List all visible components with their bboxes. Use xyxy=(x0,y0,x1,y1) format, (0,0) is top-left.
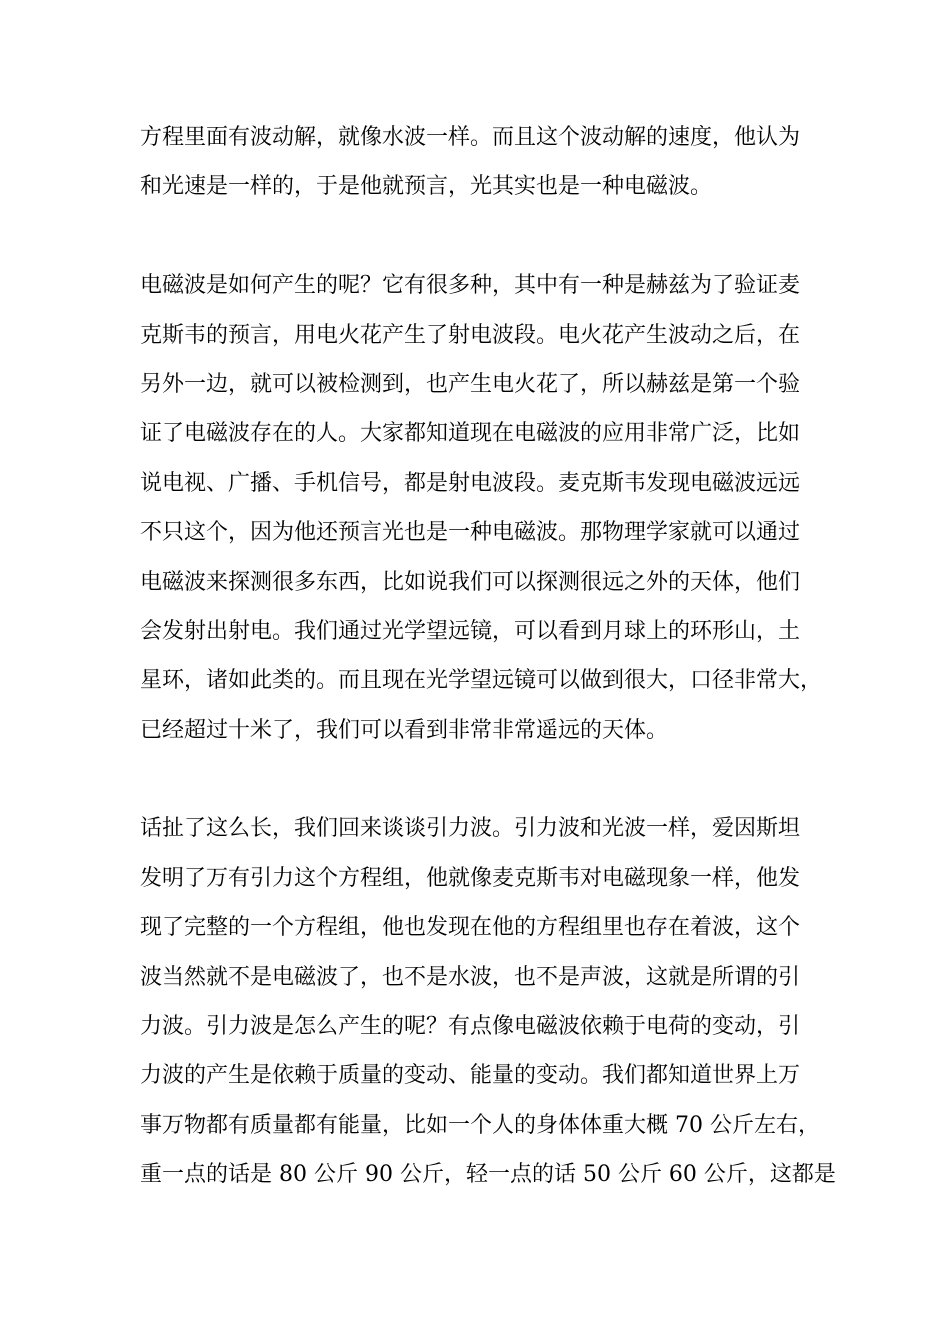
paragraph-3 xyxy=(140,804,836,1199)
text-line: 力波。引力波是怎么产生的呢？有点像电磁波依赖于电荷的变动，引 xyxy=(140,1014,801,1040)
text-line: 已经超过十米了，我们可以看到非常非常遥远的天体。 xyxy=(140,717,669,743)
text-line: 发明了万有引力这个方程组，他就像麦克斯韦对电磁现象一样，他发 xyxy=(140,865,801,891)
text-line: 不只这个，因为他还预言光也是一种电磁波。那物理学家就可以通过 xyxy=(140,520,801,546)
text-line: 波当然就不是电磁波了，也不是水波，也不是声波，这就是所谓的引 xyxy=(140,964,801,990)
text-line: 和光速是一样的，于是他就预言，光其实也是一种电磁波。 xyxy=(140,174,713,200)
text-line: 电磁波来探测很多东西，比如说我们可以探测很远之外的天体，他们 xyxy=(140,569,801,595)
text-line: 话扯了这么长，我们回来谈谈引力波。引力波和光波一样，爱因斯坦 xyxy=(140,816,801,842)
text-line: 证了电磁波存在的人。大家都知道现在电磁波的应用非常广泛，比如 xyxy=(140,421,801,447)
text-line: 方程里面有波动解，就像水波一样。而且这个波动解的速度，他认为 xyxy=(140,125,801,150)
text-line: 星环，诸如此类的。而且现在光学望远镜可以做到很大，口径非常大， xyxy=(140,668,823,694)
text-line: 另外一边，就可以被检测到，也产生电火花了，所以赫兹是第一个验 xyxy=(140,371,801,397)
text-line: 力波的产生是依赖于质量的变动、能量的变动。我们都知道世界上万 xyxy=(140,1063,801,1089)
text-line: 重一点的话是 80 公斤 90 公斤，轻一点的话 50 公斤 60 公斤，这都是 xyxy=(140,1162,836,1188)
document-body xyxy=(140,113,836,1200)
paragraph-2 xyxy=(140,261,830,755)
text-line: 现了完整的一个方程组，他也发现在他的方程组里也存在着波，这个 xyxy=(140,915,801,941)
text-line: 电磁波是如何产生的呢？它有很多种，其中有一种是赫兹为了验证麦 xyxy=(140,273,801,299)
text-line: 事万物都有质量都有能量，比如一个人的身体体重大概 70 公斤左右， xyxy=(140,1112,820,1138)
text-line: 克斯韦的预言，用电火花产生了射电波段。电火花产生波动之后，在 xyxy=(140,322,801,348)
text-line: 会发射出射电。我们通过光学望远镜，可以看到月球上的环形山，土 xyxy=(140,618,801,644)
paragraph-1 xyxy=(140,113,830,212)
text-line: 说电视、广播、手机信号，都是射电波段。麦克斯韦发现电磁波远远 xyxy=(140,470,801,496)
